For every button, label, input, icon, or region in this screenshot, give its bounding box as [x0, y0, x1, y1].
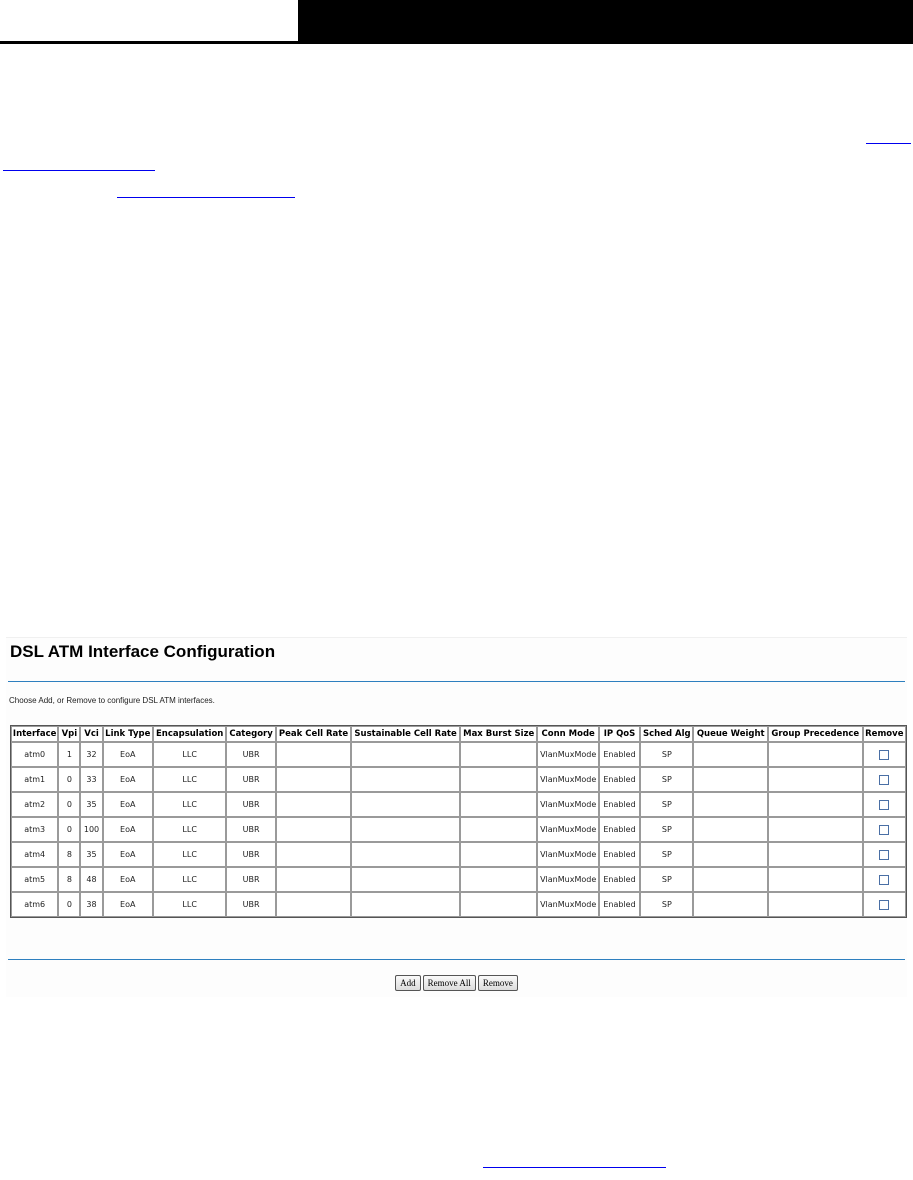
column-header: Group Precedence [768, 726, 863, 742]
cell-peak-cell-rate [276, 767, 352, 792]
cell-conn-mode: VlanMuxMode [537, 767, 598, 792]
cell-conn-mode: VlanMuxMode [537, 817, 598, 842]
link-underline-2[interactable] [3, 170, 155, 171]
cell-interface: atm6 [11, 892, 58, 917]
cell-vci: 35 [80, 792, 102, 817]
cell-category: UBR [226, 892, 275, 917]
cell-interface: atm4 [11, 842, 58, 867]
cell-sustainable-cell-rate [351, 817, 460, 842]
table-row [11, 742, 906, 767]
cell-peak-cell-rate [276, 892, 352, 917]
cell-encapsulation: LLC [153, 767, 226, 792]
table-body [11, 742, 906, 917]
cell-group-precedence [768, 817, 863, 842]
cell-group-precedence [768, 767, 863, 792]
remove-checkbox[interactable] [879, 900, 889, 910]
cell-conn-mode: VlanMuxMode [537, 892, 598, 917]
remove-checkbox[interactable] [879, 775, 889, 785]
cell-ip-qos: Enabled [599, 792, 640, 817]
cell-vci: 35 [80, 842, 102, 867]
header-blank [0, 0, 298, 41]
remove-checkbox[interactable] [879, 800, 889, 810]
page-title: DSL ATM Interface Configuration [10, 642, 276, 661]
column-header: Remove [863, 726, 906, 742]
cell-link-type: EoA [103, 742, 153, 767]
cell-link-type: EoA [103, 792, 153, 817]
dsl-atm-config-panel [6, 637, 907, 997]
cell-encapsulation: LLC [153, 892, 226, 917]
cell-group-precedence [768, 842, 863, 867]
cell-category: UBR [226, 867, 275, 892]
cell-vpi: 0 [58, 817, 80, 842]
table-row [11, 817, 906, 842]
cell-vci: 48 [80, 867, 102, 892]
remove-checkbox[interactable] [879, 825, 889, 835]
table-row [11, 842, 906, 867]
column-header: Peak Cell Rate [276, 726, 352, 742]
cell-remove [863, 767, 906, 792]
cell-remove [863, 892, 906, 917]
cell-category: UBR [226, 842, 275, 867]
cell-queue-weight [693, 817, 767, 842]
cell-interface: atm5 [11, 867, 58, 892]
cell-category: UBR [226, 767, 275, 792]
column-header: Category [226, 726, 275, 742]
cell-sched-alg: SP [640, 892, 693, 917]
cell-queue-weight [693, 867, 767, 892]
cell-interface: atm2 [11, 792, 58, 817]
cell-queue-weight [693, 792, 767, 817]
column-header: IP QoS [599, 726, 640, 742]
cell-vpi: 0 [58, 767, 80, 792]
table-row [11, 792, 906, 817]
cell-vpi: 8 [58, 867, 80, 892]
button-bar [6, 975, 907, 991]
table-row [11, 892, 906, 917]
link-underline-1[interactable] [866, 143, 911, 144]
cell-sustainable-cell-rate [351, 867, 460, 892]
cell-peak-cell-rate [276, 842, 352, 867]
cell-conn-mode: VlanMuxMode [537, 867, 598, 892]
cell-encapsulation: LLC [153, 742, 226, 767]
cell-sustainable-cell-rate [351, 792, 460, 817]
cell-link-type: EoA [103, 842, 153, 867]
table-row [11, 867, 906, 892]
column-header: Sustainable Cell Rate [351, 726, 460, 742]
cell-link-type: EoA [103, 892, 153, 917]
cell-sustainable-cell-rate [351, 842, 460, 867]
column-header: Queue Weight [693, 726, 767, 742]
cell-vpi: 8 [58, 842, 80, 867]
cell-sched-alg: SP [640, 817, 693, 842]
add-button[interactable]: Add [395, 975, 421, 991]
cell-conn-mode: VlanMuxMode [537, 792, 598, 817]
link-underline-4[interactable] [483, 1167, 666, 1168]
cell-max-burst-size [460, 842, 538, 867]
table-header-row [11, 726, 906, 742]
column-header: Vpi [58, 726, 80, 742]
divider-top [8, 681, 905, 682]
cell-max-burst-size [460, 792, 538, 817]
column-header: Conn Mode [537, 726, 598, 742]
cell-link-type: EoA [103, 817, 153, 842]
cell-remove [863, 867, 906, 892]
cell-max-burst-size [460, 892, 538, 917]
cell-peak-cell-rate [276, 792, 352, 817]
cell-max-burst-size [460, 742, 538, 767]
cell-peak-cell-rate [276, 867, 352, 892]
cell-peak-cell-rate [276, 742, 352, 767]
cell-interface: atm3 [11, 817, 58, 842]
cell-ip-qos: Enabled [599, 892, 640, 917]
divider-bottom [8, 959, 905, 960]
cell-interface: atm0 [11, 742, 58, 767]
cell-sustainable-cell-rate [351, 892, 460, 917]
cell-sustainable-cell-rate [351, 767, 460, 792]
cell-remove [863, 742, 906, 767]
column-header: Max Burst Size [460, 726, 538, 742]
cell-ip-qos: Enabled [599, 842, 640, 867]
remove-all-button[interactable]: Remove All [423, 975, 476, 991]
remove-checkbox[interactable] [879, 875, 889, 885]
cell-sustainable-cell-rate [351, 742, 460, 767]
cell-max-burst-size [460, 817, 538, 842]
column-header: Encapsulation [153, 726, 226, 742]
header-bar [298, 0, 913, 41]
remove-checkbox[interactable] [879, 850, 889, 860]
cell-encapsulation: LLC [153, 842, 226, 867]
cell-interface: atm1 [11, 767, 58, 792]
cell-category: UBR [226, 742, 275, 767]
remove-button[interactable]: Remove [478, 975, 518, 991]
instruction-text: Choose Add, or Remove to configure DSL ATM interfaces. [9, 696, 215, 705]
cell-vpi: 0 [58, 892, 80, 917]
table-row [11, 767, 906, 792]
cell-group-precedence [768, 792, 863, 817]
cell-sched-alg: SP [640, 842, 693, 867]
cell-peak-cell-rate [276, 817, 352, 842]
cell-remove [863, 817, 906, 842]
cell-sched-alg: SP [640, 742, 693, 767]
cell-vci: 33 [80, 767, 102, 792]
cell-vpi: 0 [58, 792, 80, 817]
column-header: Link Type [103, 726, 153, 742]
cell-link-type: EoA [103, 767, 153, 792]
cell-sched-alg: SP [640, 792, 693, 817]
cell-category: UBR [226, 792, 275, 817]
cell-ip-qos: Enabled [599, 767, 640, 792]
cell-sched-alg: SP [640, 867, 693, 892]
cell-ip-qos: Enabled [599, 867, 640, 892]
cell-queue-weight [693, 742, 767, 767]
cell-ip-qos: Enabled [599, 817, 640, 842]
cell-remove [863, 842, 906, 867]
column-header: Interface [11, 726, 58, 742]
cell-queue-weight [693, 892, 767, 917]
header-rule [0, 41, 913, 44]
cell-vci: 38 [80, 892, 102, 917]
remove-checkbox[interactable] [879, 750, 889, 760]
cell-remove [863, 792, 906, 817]
cell-encapsulation: LLC [153, 792, 226, 817]
cell-queue-weight [693, 842, 767, 867]
cell-ip-qos: Enabled [599, 742, 640, 767]
cell-group-precedence [768, 742, 863, 767]
cell-queue-weight [693, 767, 767, 792]
cell-category: UBR [226, 817, 275, 842]
cell-max-burst-size [460, 867, 538, 892]
link-underline-3[interactable] [117, 197, 295, 198]
cell-group-precedence [768, 892, 863, 917]
atm-interface-table [10, 725, 907, 918]
cell-vpi: 1 [58, 742, 80, 767]
cell-max-burst-size [460, 767, 538, 792]
cell-vci: 100 [80, 817, 102, 842]
cell-link-type: EoA [103, 867, 153, 892]
cell-conn-mode: VlanMuxMode [537, 842, 598, 867]
column-header: Vci [80, 726, 102, 742]
cell-sched-alg: SP [640, 767, 693, 792]
cell-group-precedence [768, 867, 863, 892]
cell-encapsulation: LLC [153, 817, 226, 842]
cell-vci: 32 [80, 742, 102, 767]
cell-conn-mode: VlanMuxMode [537, 742, 598, 767]
column-header: Sched Alg [640, 726, 693, 742]
cell-encapsulation: LLC [153, 867, 226, 892]
